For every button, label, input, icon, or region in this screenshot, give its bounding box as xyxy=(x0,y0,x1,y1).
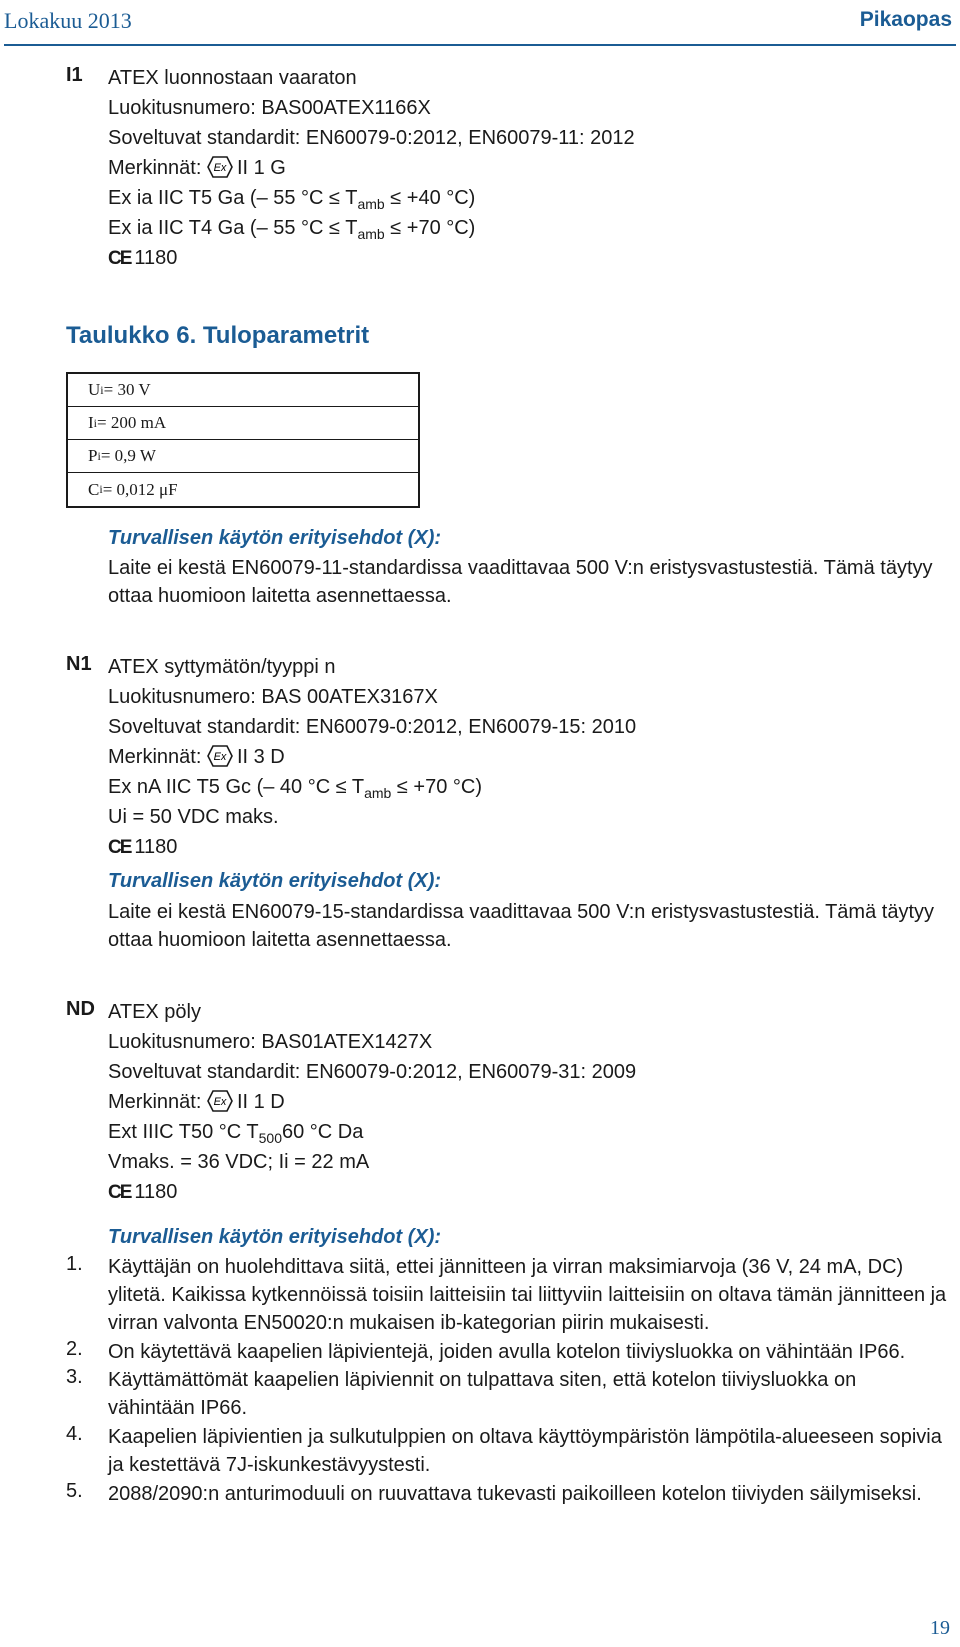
svg-text:Ex: Ex xyxy=(213,162,227,174)
nd-rating-sub: 500 xyxy=(258,1130,282,1146)
header-rule xyxy=(4,44,956,46)
ex-hexagon-icon xyxy=(207,745,233,767)
n1-conditions-heading: Turvallisen käytön erityisehdot (X): xyxy=(108,870,442,892)
n1-marking xyxy=(108,745,285,769)
param-value: = 0,9 W xyxy=(100,446,156,465)
nd-ce-number: 1180 xyxy=(134,1181,178,1203)
i1-rating-t4-b: ≤ +70 °C) xyxy=(384,217,476,239)
header-date: Lokakuu 2013 xyxy=(4,8,132,33)
table-row xyxy=(68,440,418,473)
input-parameters-table xyxy=(66,372,420,508)
n1-rating-a: Ex nA IIC T5 Gc (– 40 °C ≤ T xyxy=(108,776,365,798)
list-item: On käytettävä kaapelien läpivientejä, joiden avulla kotelon tiiviysluokka on vähintään IP66. xyxy=(108,1341,906,1363)
param-value: = 30 V xyxy=(103,380,151,399)
nd-rating-b: 60 °C Da xyxy=(282,1121,364,1143)
n1-conditions-text: Laite ei kestä EN60079-15-standardissa vaadittavaa 500 V:n eristysvastustestiä. Tämä täytyy ottaa huomioon laitetta asennettaessa. xyxy=(108,901,934,951)
n1-ce-number: 1180 xyxy=(134,836,178,858)
param-symbol: P xyxy=(88,446,98,465)
i1-marking-value: II 1 G xyxy=(236,157,286,179)
ce-mark-icon: CE xyxy=(108,1182,131,1203)
section-code-n1: N1 xyxy=(66,653,92,675)
nd-rating-a: Ext IIIC T50 °C T xyxy=(108,1121,259,1143)
nd-voltage: Vmaks. = 36 VDC; Ii = 22 mA xyxy=(108,1151,370,1173)
param-subscript: i xyxy=(97,448,101,463)
i1-ce-number: 1180 xyxy=(134,247,178,269)
i1-rating-t4-sub: amb xyxy=(357,226,385,242)
list-item-number: 1. xyxy=(66,1253,83,1275)
i1-rating-t4-a: Ex ia IIC T4 Ga (– 55 °C ≤ T xyxy=(108,217,358,239)
nd-marking-label: Merkinnät: xyxy=(108,1091,202,1113)
i1-ce-line xyxy=(108,246,177,271)
svg-text:Ex: Ex xyxy=(213,1096,227,1108)
ce-mark-icon: CE xyxy=(108,248,131,269)
i1-rating-t5 xyxy=(108,186,475,216)
i1-rating-t5-a: Ex ia IIC T5 Ga (– 55 °C ≤ T xyxy=(108,187,358,209)
nd-rating xyxy=(108,1120,363,1150)
nd-standards: Soveltuvat standardit: EN60079-0:2012, EN60079-31: 2009 xyxy=(108,1061,637,1083)
i1-marking xyxy=(108,156,286,180)
n1-title: ATEX syttymätön/tyyppi n xyxy=(108,656,336,678)
list-item-number: 2. xyxy=(66,1338,83,1360)
page-number: 19 xyxy=(930,1617,950,1639)
table-row xyxy=(68,473,418,506)
list-item: 2088/2090:n anturimoduuli on ruuvattava tukevasti paikoilleen kotelon tiiviyden säilymiseksi. xyxy=(108,1483,922,1505)
list-item: Kaapelien läpivientien ja sulkutulppien on oltava käyttöympäristön lämpötila-alueeseen sopivia ja kestettävä 7J-iskunkestävyystesti. xyxy=(108,1426,942,1476)
n1-rating-b: ≤ +70 °C) xyxy=(391,776,483,798)
header-title: Pikaopas xyxy=(859,8,952,31)
nd-conditions-heading: Turvallisen käytön erityisehdot (X): xyxy=(108,1226,442,1248)
section-code-nd: ND xyxy=(66,998,95,1020)
ce-mark-icon: CE xyxy=(108,837,131,858)
i1-conditions-text: Laite ei kestä EN60079-11-standardissa vaadittavaa 500 V:n eristysvastustestiä. Tämä täytyy ottaa huomioon laitetta asennettaessa. xyxy=(108,557,933,607)
ex-hexagon-icon xyxy=(207,156,233,178)
table-row xyxy=(68,407,418,440)
ex-hexagon-icon xyxy=(207,1090,233,1112)
n1-marking-label: Merkinnät: xyxy=(108,746,202,768)
i1-rating-t5-sub: amb xyxy=(357,196,385,212)
i1-rating-t4 xyxy=(108,216,475,246)
n1-rating xyxy=(108,775,482,805)
n1-cert: Luokitusnumero: BAS 00ATEX3167X xyxy=(108,686,438,708)
list-item: Käyttäjän on huolehdittava siitä, ettei jännitteen ja virran maksimiarvoja (36 V, 24 mA, DC) ylitetä. Kaikissa kytkennöissä toisiin laitteisiin tai liittyviin laitteisiin on oltava tämän jännitteen ja virran valvonta EN50020:n mukaisen ib-kategorian piirin mukaisesti. xyxy=(108,1256,947,1334)
table-row xyxy=(68,374,418,407)
param-value: = 0,012 μF xyxy=(102,479,178,499)
param-symbol: C xyxy=(88,479,100,499)
svg-text:Ex: Ex xyxy=(213,751,227,763)
i1-marking-label: Merkinnät: xyxy=(108,157,202,179)
i1-standards: Soveltuvat standardit: EN60079-0:2012, EN60079-11: 2012 xyxy=(108,127,635,149)
nd-cert: Luokitusnumero: BAS01ATEX1427X xyxy=(108,1031,433,1053)
list-item-number: 5. xyxy=(66,1480,83,1502)
param-subscript: i xyxy=(100,382,104,397)
param-value: = 200 mA xyxy=(97,413,167,432)
param-subscript: i xyxy=(93,415,98,430)
nd-marking xyxy=(108,1090,285,1114)
table-title: Taulukko 6. Tuloparametrit xyxy=(66,322,370,349)
list-item: Käyttämättömät kaapelien läpiviennit on tulpattava siten, että kotelon tiiviysluokka on vähintään IP66. xyxy=(108,1369,857,1419)
section-code-i1: I1 xyxy=(66,64,83,86)
param-subscript: i xyxy=(99,482,103,496)
nd-title: ATEX pöly xyxy=(108,1001,201,1023)
n1-marking-value: II 3 D xyxy=(236,746,285,768)
nd-marking-value: II 1 D xyxy=(236,1091,285,1113)
n1-rating-sub: amb xyxy=(364,785,392,801)
n1-voltage: Ui = 50 VDC maks. xyxy=(108,806,279,828)
i1-conditions-heading: Turvallisen käytön erityisehdot (X): xyxy=(108,527,442,549)
nd-ce-line xyxy=(108,1180,177,1205)
n1-ce-line xyxy=(108,835,177,860)
i1-rating-t5-b: ≤ +40 °C) xyxy=(384,187,476,209)
list-item-number: 3. xyxy=(66,1366,83,1388)
n1-standards: Soveltuvat standardit: EN60079-0:2012, EN60079-15: 2010 xyxy=(108,716,637,738)
list-item-number: 4. xyxy=(66,1423,83,1445)
i1-cert: Luokitusnumero: BAS00ATEX1166X xyxy=(108,97,431,119)
i1-title: ATEX luonnostaan vaaraton xyxy=(108,67,357,89)
param-symbol: I xyxy=(88,413,94,432)
param-symbol: U xyxy=(88,380,101,399)
